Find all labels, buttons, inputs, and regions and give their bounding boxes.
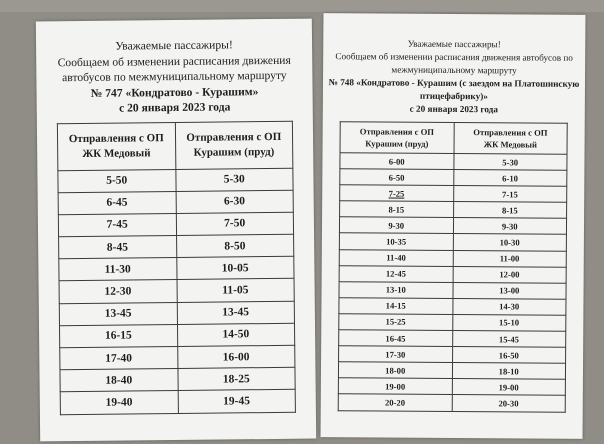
departure-time: 5-50 — [58, 169, 176, 192]
departure-time: 16-15 — [59, 324, 177, 347]
departure-time: 8-50 — [176, 234, 294, 257]
departure-time: 9-30 — [453, 218, 567, 235]
departure-time: 16-50 — [452, 347, 566, 364]
table-row — [60, 345, 295, 370]
table-row — [340, 201, 567, 219]
departure-time: 20-30 — [452, 395, 566, 412]
departure-time: 15-25 — [339, 314, 453, 331]
table-row — [339, 314, 566, 332]
departure-time: 16-00 — [177, 345, 295, 368]
column-header: Отправления с ОП Курашим (пруд) — [175, 121, 293, 169]
departure-time: 7-15 — [453, 186, 567, 203]
notice-text-line: Сообщаем об изменении расписания движения — [57, 53, 291, 69]
departure-time: 19-00 — [338, 378, 452, 395]
notice-sheet-747 — [36, 19, 316, 442]
table-row — [59, 234, 294, 259]
notice-header — [323, 13, 586, 117]
table-row — [340, 153, 567, 171]
table-row — [60, 390, 295, 415]
table-row — [339, 346, 566, 364]
departure-time: 10-05 — [176, 257, 294, 280]
departure-time: 19-40 — [60, 391, 178, 414]
table-row — [58, 168, 293, 193]
departure-time: 5-30 — [453, 154, 567, 171]
departure-time: 12-30 — [59, 280, 177, 303]
table-row — [60, 367, 295, 392]
table-row — [338, 394, 565, 412]
table-row — [339, 281, 566, 299]
departure-time: 8-15 — [340, 201, 454, 218]
departure-time: 5-30 — [175, 168, 293, 191]
departure-time: 6-10 — [453, 170, 567, 187]
column-header: Отправления с ОП Курашим (пруд) — [340, 122, 454, 154]
table-row — [59, 301, 294, 326]
departure-time: 11-05 — [177, 279, 295, 302]
departure-time: 19-45 — [178, 390, 296, 413]
departure-time: 11-30 — [59, 258, 177, 281]
departure-time: 6-00 — [340, 153, 454, 170]
table-row — [338, 362, 565, 380]
departure-time: 19-00 — [452, 379, 566, 396]
departure-time: 7-45 — [58, 213, 176, 236]
table-row — [339, 233, 566, 251]
notice-header — [36, 19, 313, 117]
departure-time: 10-30 — [453, 234, 567, 251]
column-header: Отправления с ОП ЖК Медовый — [57, 122, 175, 170]
table-row — [339, 265, 566, 283]
greeting: Уважаемые пассажиры! — [407, 38, 501, 50]
departure-time: 17-30 — [339, 346, 453, 363]
departure-time: 13-00 — [452, 282, 566, 299]
departure-time: 15-10 — [452, 314, 566, 331]
departure-time: 15-45 — [452, 331, 566, 348]
table-row — [340, 185, 567, 203]
departure-time: 17-40 — [60, 346, 178, 369]
table-row — [339, 298, 566, 316]
departure-time: 18-00 — [338, 362, 452, 379]
departure-time: 8-15 — [453, 202, 567, 219]
table-row — [339, 249, 566, 267]
departure-time: 13-45 — [59, 302, 177, 325]
notice-sheet-748 — [321, 13, 586, 439]
effective-date: с 20 января 2023 года — [409, 103, 498, 115]
departure-time: 14-50 — [177, 323, 295, 346]
notice-text-line: межмуниципальному маршруту — [391, 64, 517, 76]
departure-time: 18-25 — [177, 367, 295, 390]
departure-time: 7-25 — [340, 185, 454, 202]
table-row — [339, 330, 566, 348]
departure-time: 6-50 — [340, 169, 454, 186]
departure-time: 12-45 — [339, 265, 453, 282]
column-header: Отправления с ОП ЖК Медовый — [454, 123, 568, 155]
schedule-table — [338, 121, 568, 412]
departure-time: 20-20 — [338, 394, 452, 411]
departure-time: 16-45 — [339, 330, 453, 347]
table-row — [338, 378, 565, 396]
departure-time: 8-45 — [59, 236, 177, 259]
route-title: № 747 «Кондратово - Курашим» — [90, 84, 259, 100]
notice-text-line: автобусов по межмуниципальному маршруту — [62, 68, 287, 85]
departure-time: 9-30 — [339, 217, 453, 234]
departure-time: 13-45 — [177, 301, 295, 324]
table-row — [340, 169, 567, 187]
route-title-cont: птицефабрику)» — [419, 90, 488, 102]
route-title: № 748 «Кондратово - Курашим (с заездом на Платошинскую — [328, 77, 580, 89]
table-row — [339, 217, 566, 235]
schedule-table — [57, 120, 296, 415]
departure-time: 6-30 — [176, 190, 294, 213]
table-row — [59, 279, 294, 304]
effective-date: с 20 января 2023 года — [118, 100, 231, 115]
notice-text-line: Сообщаем об изменении расписания движения автобусов по — [335, 51, 573, 63]
wall-background — [0, 0, 604, 12]
table-row — [59, 323, 294, 348]
departure-time: 18-40 — [60, 369, 178, 392]
departure-time: 7-50 — [176, 212, 294, 235]
table-row — [59, 257, 294, 282]
departure-time: 14-15 — [339, 298, 453, 315]
greeting: Уважаемые пассажиры! — [115, 38, 233, 53]
departure-time: 14-30 — [452, 298, 566, 315]
table-row — [58, 190, 293, 215]
departure-time: 6-45 — [58, 191, 176, 214]
departure-time: 13-10 — [339, 281, 453, 298]
departure-time: 10-35 — [339, 233, 453, 250]
departure-time: 12-00 — [453, 266, 567, 283]
departure-time: 11-00 — [453, 250, 567, 267]
table-row — [58, 212, 293, 237]
departure-time: 11-40 — [339, 249, 453, 266]
departure-time: 18-10 — [452, 363, 566, 380]
